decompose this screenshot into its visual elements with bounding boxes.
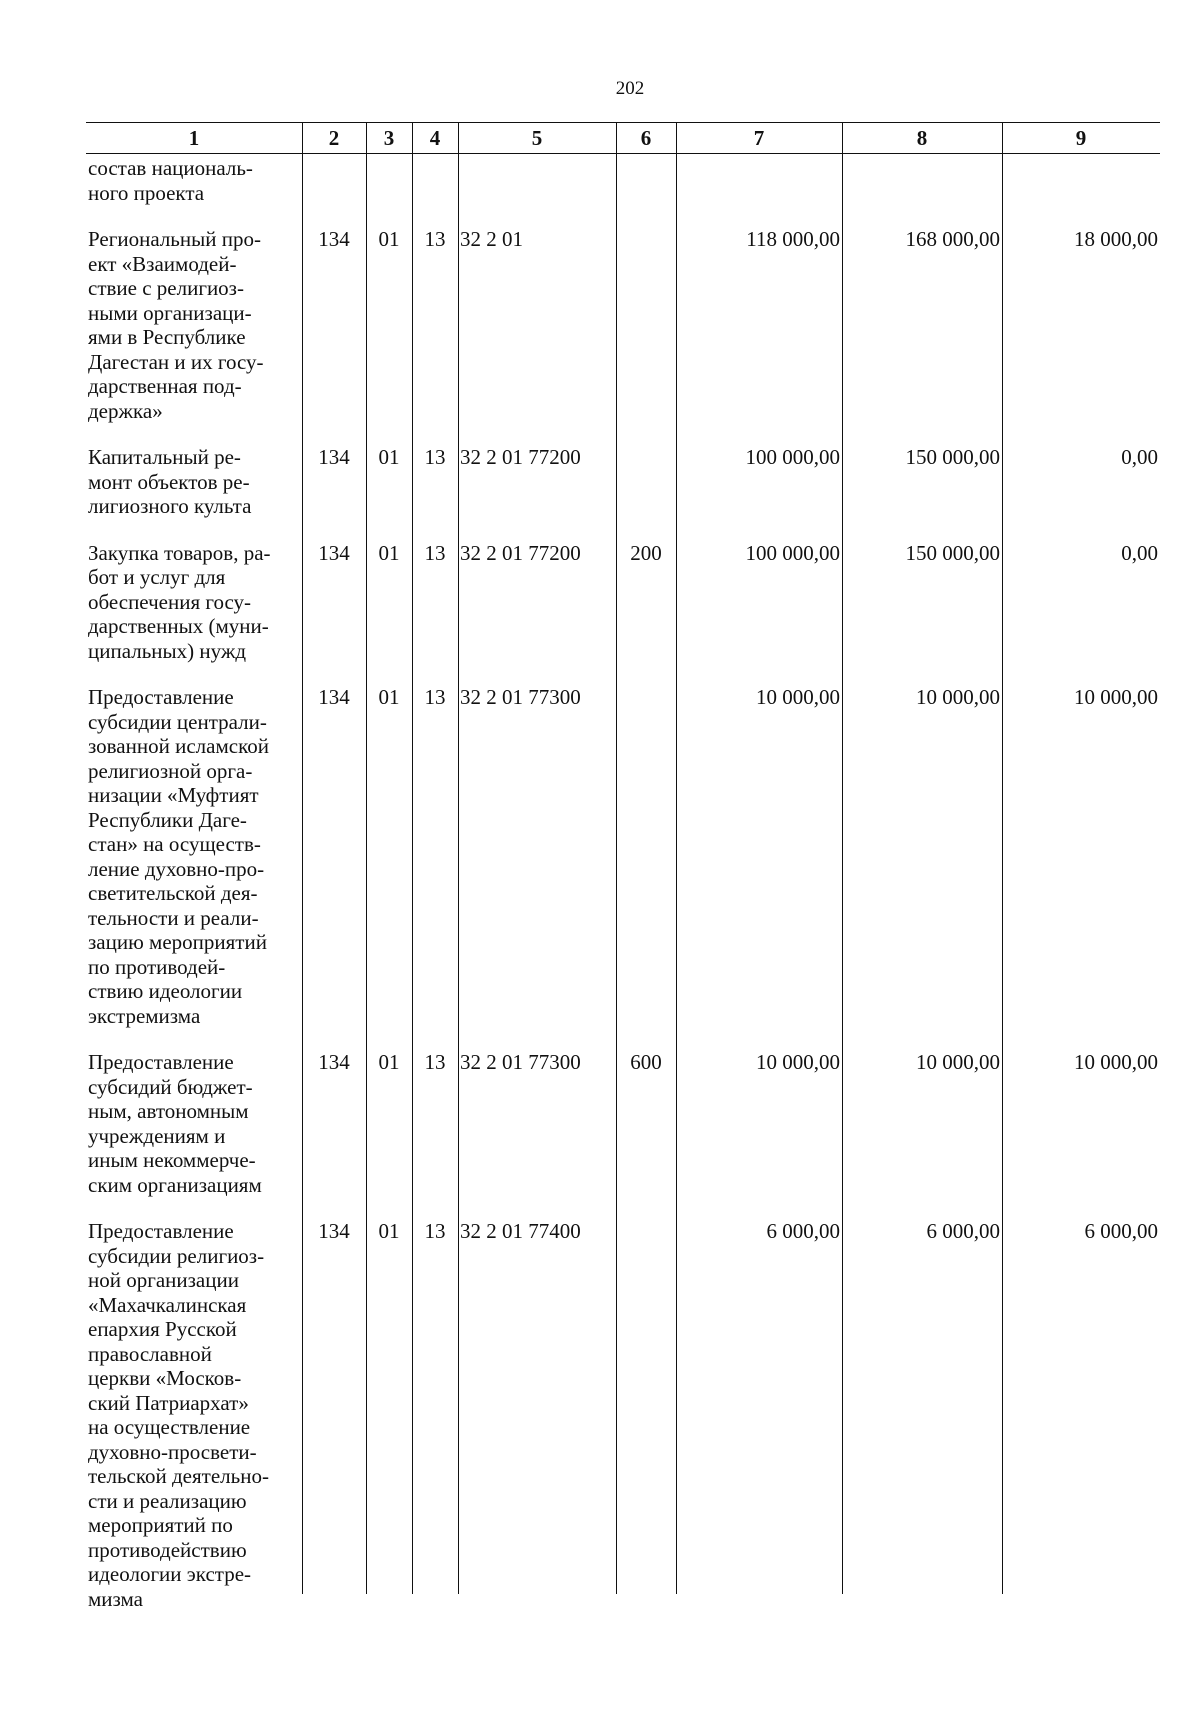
- row-col-7: 118 000,00: [746, 227, 840, 251]
- row-col-3: 01: [378, 540, 400, 565]
- table-body: [86, 156, 1160, 1633]
- row-col-7: 10 000,00: [756, 685, 840, 709]
- row-col-8: 150 000,00: [905, 445, 1000, 469]
- row-col-4: [412, 156, 458, 227]
- row-col-8: 168 000,00: [905, 227, 1000, 251]
- row-col-3: 01: [378, 1219, 400, 1243]
- row-col-9: 10 000,00: [1074, 1050, 1158, 1074]
- header-col-6: 6: [640, 126, 652, 150]
- row-name: Капитальный ре- монт объектов ре- лигиозного культа: [88, 445, 252, 518]
- row-col-7: 100 000,00: [745, 540, 840, 565]
- row-col-5: 32 2 01 77200: [460, 445, 581, 469]
- row-col-3: [366, 156, 412, 227]
- row-col-5: 32 2 01: [460, 227, 523, 251]
- row-col-7: 10 000,00: [756, 1050, 840, 1074]
- row-col-9: 10 000,00: [1074, 685, 1158, 709]
- row-col-9: 18 000,00: [1074, 227, 1158, 251]
- row-col-2: 134: [318, 1219, 350, 1243]
- row-col-6: 200: [630, 540, 662, 565]
- row-col-5: 32 2 01 77400: [460, 1219, 581, 1243]
- table-row: [86, 685, 1160, 1050]
- row-col-8: 150 000,00: [905, 540, 1000, 565]
- header-col-4: 4: [429, 126, 441, 150]
- row-col-6: [616, 227, 676, 445]
- table-row: [86, 1050, 1160, 1219]
- row-col-9: [1002, 156, 1160, 227]
- table-row: [86, 541, 1160, 686]
- row-name: Предоставление субсидии религиоз- ной организации «Махачкалинская епархия Русской православной церкви «Москов- ский Патриархат» на осуществление духовно-просвети- тельской деятельно- сти и реализацию мероприятий по противодействию идеологии экстре- мизма: [88, 1219, 269, 1611]
- row-name: Предоставление субсидий бюджет- ным, автономным учреждениям и иным некоммерче- ским организациям: [88, 1050, 262, 1197]
- row-col-3: 01: [378, 227, 400, 251]
- row-col-5: 32 2 01 77200: [460, 540, 581, 565]
- row-col-6: [616, 156, 676, 227]
- header-col-8: 8: [916, 126, 928, 150]
- row-col-2: 134: [318, 227, 350, 251]
- row-col-6: [616, 685, 676, 1050]
- page-number: 202: [615, 78, 645, 99]
- budget-table: [86, 122, 1160, 1611]
- table-header-rule: [86, 153, 1160, 154]
- row-col-5: 32 2 01 77300: [460, 1050, 581, 1074]
- header-col-3: 3: [383, 126, 395, 150]
- row-col-3: 01: [378, 685, 400, 709]
- row-col-3: 01: [378, 1050, 400, 1074]
- row-col-7: [676, 156, 842, 227]
- header-col-2: 2: [328, 126, 340, 150]
- row-name: состав националь- ного проекта: [88, 156, 253, 205]
- header-col-7: 7: [753, 126, 765, 150]
- table-row: [86, 156, 1160, 227]
- row-col-9: 0,00: [1121, 540, 1158, 565]
- row-col-2: 134: [318, 445, 350, 469]
- header-col-1: 1: [188, 126, 200, 150]
- table-row: [86, 227, 1160, 445]
- row-col-9: 0,00: [1121, 445, 1158, 469]
- table-row: [86, 445, 1160, 541]
- header-col-5: 5: [531, 126, 543, 150]
- row-col-6: [616, 1219, 676, 1633]
- row-name: Закупка товаров, ра- бот и услуг для обеспечения госу- дарственных (муни- ципальных) нужд: [88, 540, 271, 663]
- row-col-6: 600: [630, 1050, 662, 1074]
- row-col-3: 01: [378, 445, 400, 469]
- row-col-4: 13: [424, 227, 446, 251]
- row-col-5: [458, 156, 616, 227]
- header-col-9: 9: [1075, 126, 1087, 150]
- table-top-rule: [86, 122, 1160, 123]
- row-col-4: 13: [424, 540, 446, 565]
- row-col-7: 6 000,00: [766, 1219, 840, 1243]
- row-name: Региональный про- ект «Взаимодей- ствие с религиоз- ными организаци- ями в Республике Дагестан и их госу- дарственная под- держка»: [88, 227, 264, 423]
- row-col-2: 134: [318, 1050, 350, 1074]
- row-col-4: 13: [424, 685, 446, 709]
- row-col-4: 13: [424, 445, 446, 469]
- row-col-5: 32 2 01 77300: [460, 685, 581, 709]
- row-col-8: 10 000,00: [916, 1050, 1000, 1074]
- table-row: [86, 1219, 1160, 1633]
- row-col-4: 13: [424, 1050, 446, 1074]
- row-col-2: 134: [318, 540, 350, 565]
- row-col-9: 6 000,00: [1084, 1219, 1158, 1243]
- row-name: Предоставление субсидии централи- зованной исламской религиозной орга- низации «Муфтият Республики Даге- стан» на осуществ- ление духовно-про- светительской дея- тельности и реали- зацию мероприятий по противодей- ствию идеологии экстремизма: [88, 685, 269, 1028]
- row-col-6: [616, 445, 676, 541]
- row-col-8: [842, 156, 1002, 227]
- row-col-7: 100 000,00: [745, 445, 840, 469]
- row-col-2: [302, 156, 366, 227]
- row-col-8: 10 000,00: [916, 685, 1000, 709]
- row-col-2: 134: [318, 685, 350, 709]
- row-col-4: 13: [424, 1219, 446, 1243]
- row-col-8: 6 000,00: [926, 1219, 1000, 1243]
